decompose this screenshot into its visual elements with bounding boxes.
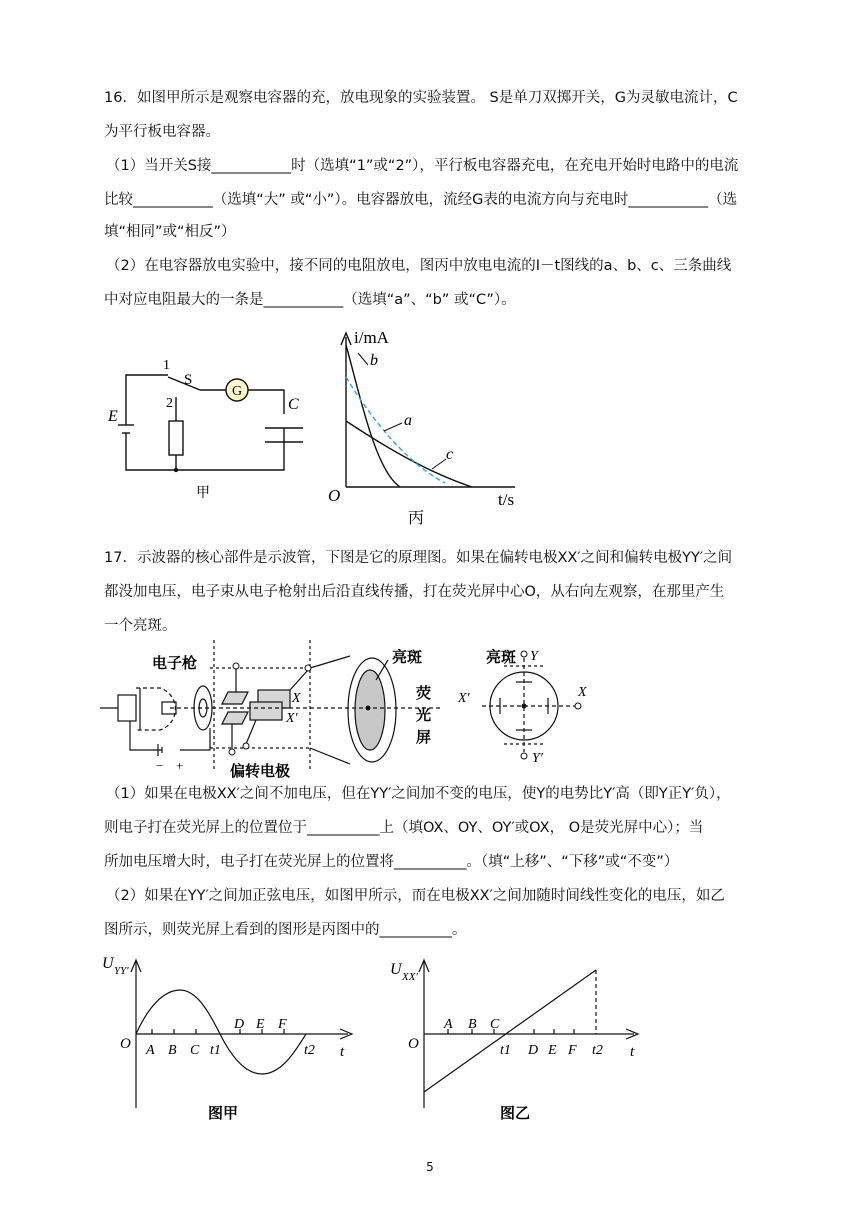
q16-line-3: （1）当开关S接___________时（选填“1”或“2”），平行板电容器充电，在充电开始时电路中的电流 <box>106 158 739 174</box>
gb-t: t <box>630 1044 635 1060</box>
capacitor-circuit-figure <box>100 355 320 505</box>
label-y: Y <box>530 649 538 664</box>
graph-uyy-sine <box>96 950 366 1130</box>
q16-line-4: 比较___________（选填“大” 或“小”）。电容器放电，流经G表的电流方向与充电时___________（选 <box>104 192 738 208</box>
q16-line-2: 为平行板电容器。 <box>104 124 220 140</box>
curve-label-a: a <box>404 412 412 429</box>
discharge-current-graph <box>320 325 540 530</box>
gb-caption: 图乙 <box>500 1104 531 1122</box>
ga-tick-f: F <box>278 1017 287 1032</box>
ga-tick-t2: t2 <box>304 1043 315 1058</box>
gb-ylabel: U <box>390 961 402 978</box>
circuit-node-1: 1 <box>163 358 170 373</box>
q16-line-7: 中对应电阻最大的一条是___________（选填“a”、“b” 或“C”）。 <box>104 292 516 308</box>
gb-tick-a: A <box>444 1017 453 1032</box>
circuit-label-c: C <box>288 396 299 413</box>
q17-sub-line-3: 所加电压增大时，电子打在荧光屏上的位置将__________。（填“上移”、“下移”或“不变”） <box>104 854 679 870</box>
label-electron-gun: 电子枪 <box>152 654 198 672</box>
circuit-label-e: E <box>108 408 118 425</box>
ga-tick-e: E <box>256 1017 265 1032</box>
ga-tick-a: A <box>146 1043 155 1058</box>
label-screen-3: 屏 <box>416 728 432 746</box>
q17-line-1: 17．示波器的核心部件是示波管，下图是它的原理图。如果在偏转电极XX′之间和偏转电极YY′之间 <box>104 550 733 566</box>
label-x-2: X <box>578 685 587 700</box>
gb-tick-t1: t1 <box>500 1043 511 1058</box>
page-number: 5 <box>426 1160 434 1174</box>
gb-tick-d: D <box>528 1043 539 1058</box>
graph-uxx-linear <box>384 950 654 1130</box>
label-bright-spot: 亮斑 <box>392 648 423 666</box>
label-x: X <box>292 691 301 706</box>
curve-label-b: b <box>370 352 378 369</box>
graph-xlabel: t/s <box>498 490 515 509</box>
ga-tick-d: D <box>234 1017 245 1032</box>
q17-sub-line-2: 则电子打在荧光屏上的位置位于__________上（填OX、OY、OY′或OX， O是荧光屏中心）；当 <box>104 820 704 836</box>
ga-tick-b: B <box>168 1043 177 1058</box>
ga-t: t <box>340 1044 345 1060</box>
ga-ylabel: U <box>102 955 114 972</box>
graph-origin: O <box>328 486 341 505</box>
gb-tick-e: E <box>548 1043 557 1058</box>
graph-caption: 丙 <box>408 508 425 527</box>
q17-sub-line-1: （1）如果在电极XX′之间不加电压，但在YY′之间加不变的电压，使Y的电势比Y′高（即Y正Y′负）， <box>106 786 731 802</box>
q16-line-5: 填“相同”或“相反”） <box>104 224 236 240</box>
circuit-label-g: G <box>231 384 243 399</box>
label-x-prime: X′ <box>286 711 298 726</box>
gb-tick-f: F <box>568 1043 577 1058</box>
q17-sub-line-4: （2）如果在YY′之间加正弦电压，如图甲所示，而在电极XX′之间加随时间线性变化的电压，如乙 <box>106 888 725 904</box>
gb-ysub: XX′ <box>402 971 418 983</box>
ga-caption: 图甲 <box>208 1104 239 1122</box>
gb-tick-t2: t2 <box>592 1043 603 1058</box>
label-x-prime-2: X′ <box>458 691 470 706</box>
ga-origin: O <box>120 1036 131 1052</box>
circuit-label-s: S <box>184 372 193 388</box>
screen-front-view <box>452 640 602 770</box>
ga-tick-t1: t1 <box>210 1043 221 1058</box>
label-bright-spot-2: 亮斑 <box>486 648 517 666</box>
gb-tick-c: C <box>490 1017 500 1032</box>
q16-line-6: （2）在电容器放电实验中，接不同的电阻放电，图丙中放电电流的I－t图线的a、b、c、三条曲线 <box>106 258 732 274</box>
label-y-prime: Y′ <box>532 751 543 766</box>
label-screen-1: 荧 <box>416 684 432 702</box>
q16-line-1: 16．如图甲所示是观察电容器的充，放电现象的实验装置。 S是单刀双掷开关，G为灵敏电流计，C <box>104 90 738 106</box>
q17-sub-line-5: 图所示，则荧光屏上看到的图形是丙图中的__________。 <box>104 922 467 938</box>
label-deflection-electrode: 偏转电极 <box>230 762 291 780</box>
ga-ysub: YY′ <box>114 965 129 977</box>
gb-tick-b: B <box>468 1017 477 1032</box>
label-screen-2: 光 <box>416 706 432 724</box>
gb-origin: O <box>408 1036 419 1052</box>
circuit-node-2: 2 <box>166 396 173 411</box>
label-minus: − <box>156 758 164 773</box>
q17-line-3: 一个亮斑。 <box>104 618 177 634</box>
graph-ylabel: i/mA <box>354 328 389 347</box>
curve-label-c: c <box>446 446 454 463</box>
label-plus: + <box>176 758 184 773</box>
circuit-caption: 甲 <box>196 485 210 501</box>
ga-tick-c: C <box>190 1043 200 1058</box>
q17-line-2: 都没加电压，电子束从电子枪射出后沿直线传播，打在荧光屏中心O，从右向左观察，在那里产生 <box>104 584 725 600</box>
